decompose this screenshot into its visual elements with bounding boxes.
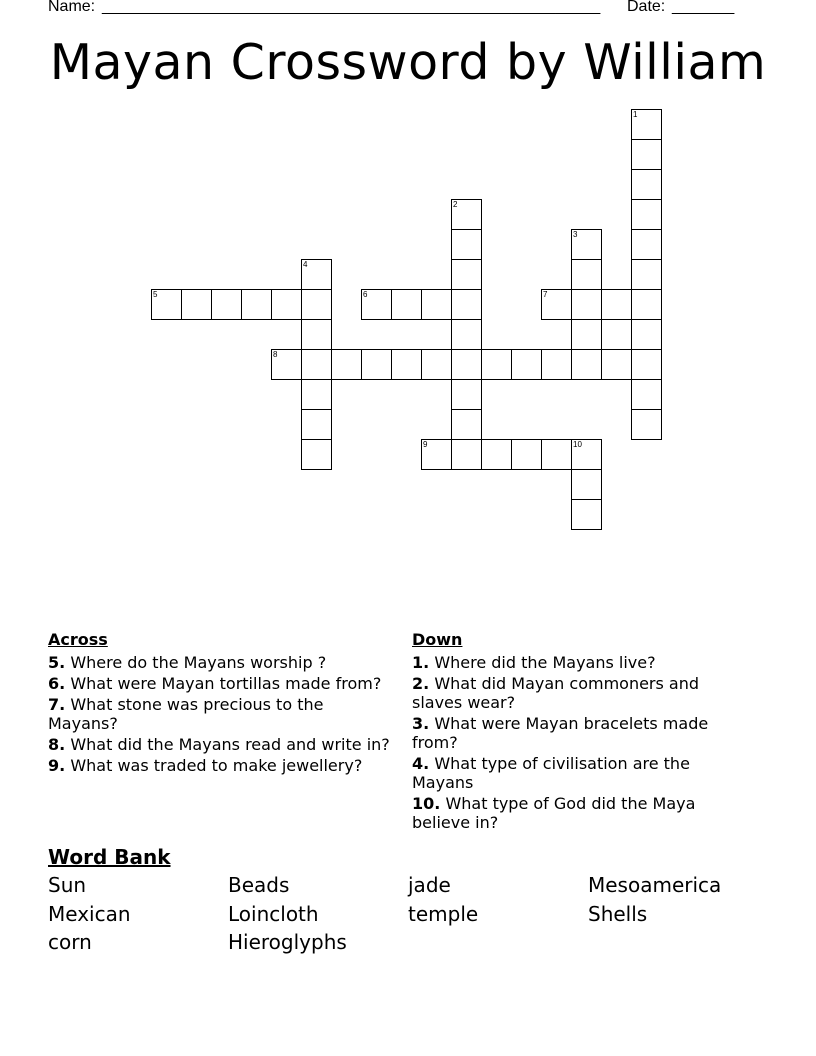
grid-cell[interactable]: [481, 439, 512, 470]
down-clue: 10. What type of God did the Maya believe in?: [412, 794, 696, 832]
grid-cell[interactable]: [451, 349, 482, 380]
grid-cell[interactable]: [571, 259, 602, 290]
clue-number: 1: [633, 110, 638, 119]
grid-cell[interactable]: [631, 349, 662, 380]
grid-cell[interactable]: [451, 319, 482, 350]
word-bank-item: jade: [408, 873, 451, 897]
grid-cell[interactable]: [451, 439, 482, 470]
grid-cell[interactable]: [361, 349, 392, 380]
across-clue: 7. What stone was precious to the Mayans?: [48, 695, 324, 733]
grid-cell[interactable]: [211, 289, 242, 320]
grid-cell[interactable]: [301, 319, 332, 350]
clue-number: 6: [363, 290, 368, 299]
grid-cell[interactable]: [451, 289, 482, 320]
grid-cell[interactable]: [331, 349, 362, 380]
down-clues: [412, 630, 752, 834]
grid-cell[interactable]: [511, 349, 542, 380]
grid-cell[interactable]: [571, 499, 602, 530]
grid-cell[interactable]: [571, 469, 602, 500]
grid-cell[interactable]: [421, 289, 452, 320]
across-clue: 8. What did the Mayans read and write in?: [48, 735, 390, 754]
grid-cell[interactable]: [631, 379, 662, 410]
grid-cell[interactable]: [571, 319, 602, 350]
grid-cell[interactable]: [601, 289, 632, 320]
date-label: Date:: [627, 0, 666, 15]
clue-number: 8: [273, 350, 278, 359]
word-bank-item: Shells: [588, 902, 648, 926]
word-bank-item: Mesoamerica: [588, 873, 722, 897]
grid-cell[interactable]: [271, 289, 302, 320]
clue-number: 3: [573, 230, 578, 239]
word-bank-item: Hieroglyphs: [228, 930, 347, 954]
word-bank-item: Beads: [228, 873, 290, 897]
grid-cell[interactable]: [451, 229, 482, 260]
across-heading: Across: [48, 630, 108, 649]
clue-number: 5: [153, 290, 158, 299]
grid-cell[interactable]: [301, 439, 332, 470]
grid-cell[interactable]: [511, 439, 542, 470]
page-title: Mayan Crossword by William: [49, 34, 767, 91]
grid-cell[interactable]: [631, 169, 662, 200]
clue-number: 9: [423, 440, 428, 449]
across-clues: [48, 630, 398, 777]
down-clue: 2. What did Mayan commoners and slaves wear?: [412, 674, 700, 712]
grid-cell[interactable]: [181, 289, 212, 320]
down-clue: 3. What were Mayan bracelets made from?: [412, 714, 709, 752]
grid-cell[interactable]: [451, 379, 482, 410]
name-field[interactable]: ________________________________________________________: [102, 0, 601, 15]
grid-cell[interactable]: [571, 349, 602, 380]
grid-cell[interactable]: [601, 349, 632, 380]
grid-cell[interactable]: [451, 259, 482, 290]
clue-number: 7: [543, 290, 548, 299]
down-heading: Down: [412, 630, 463, 649]
grid-cell[interactable]: [481, 349, 512, 380]
grid-cell[interactable]: [631, 199, 662, 230]
grid-cell[interactable]: [631, 409, 662, 440]
name-label: Name:: [48, 0, 96, 15]
grid-cell[interactable]: [631, 139, 662, 170]
grid-cell[interactable]: [571, 289, 602, 320]
date-field[interactable]: _______: [672, 0, 735, 15]
word-bank-title: Word Bank: [48, 845, 171, 869]
word-bank-item: corn: [48, 930, 92, 954]
word-bank-item: temple: [408, 902, 479, 926]
grid-cell[interactable]: [421, 349, 452, 380]
across-clue: 5. Where do the Mayans worship ?: [48, 653, 327, 672]
grid-cell[interactable]: [631, 259, 662, 290]
grid-cell[interactable]: [301, 349, 332, 380]
grid-cell[interactable]: [631, 289, 662, 320]
down-clue: 4. What type of civilisation are the Mayans: [412, 754, 690, 792]
word-bank-item: Sun: [48, 873, 87, 897]
grid-cell[interactable]: [391, 289, 422, 320]
grid-cell[interactable]: [301, 379, 332, 410]
clue-number: 4: [303, 260, 308, 269]
across-clue: 9. What was traded to make jewellery?: [48, 756, 363, 775]
grid-cell[interactable]: [301, 409, 332, 440]
grid-cell[interactable]: [301, 289, 332, 320]
grid-cell[interactable]: [631, 229, 662, 260]
grid-cell[interactable]: [631, 319, 662, 350]
grid-cell[interactable]: [391, 349, 422, 380]
grid-cell[interactable]: [451, 409, 482, 440]
grid-cell[interactable]: [541, 439, 572, 470]
clue-number: 10: [573, 440, 582, 449]
clue-number: 2: [453, 200, 458, 209]
across-clue: 6. What were Mayan tortillas made from?: [48, 674, 382, 693]
word-bank-item: Mexican: [48, 902, 131, 926]
down-clue: 1. Where did the Mayans live?: [412, 653, 656, 672]
word-bank-item: Loincloth: [228, 902, 319, 926]
grid-cell[interactable]: [541, 349, 572, 380]
grid-cell[interactable]: [241, 289, 272, 320]
